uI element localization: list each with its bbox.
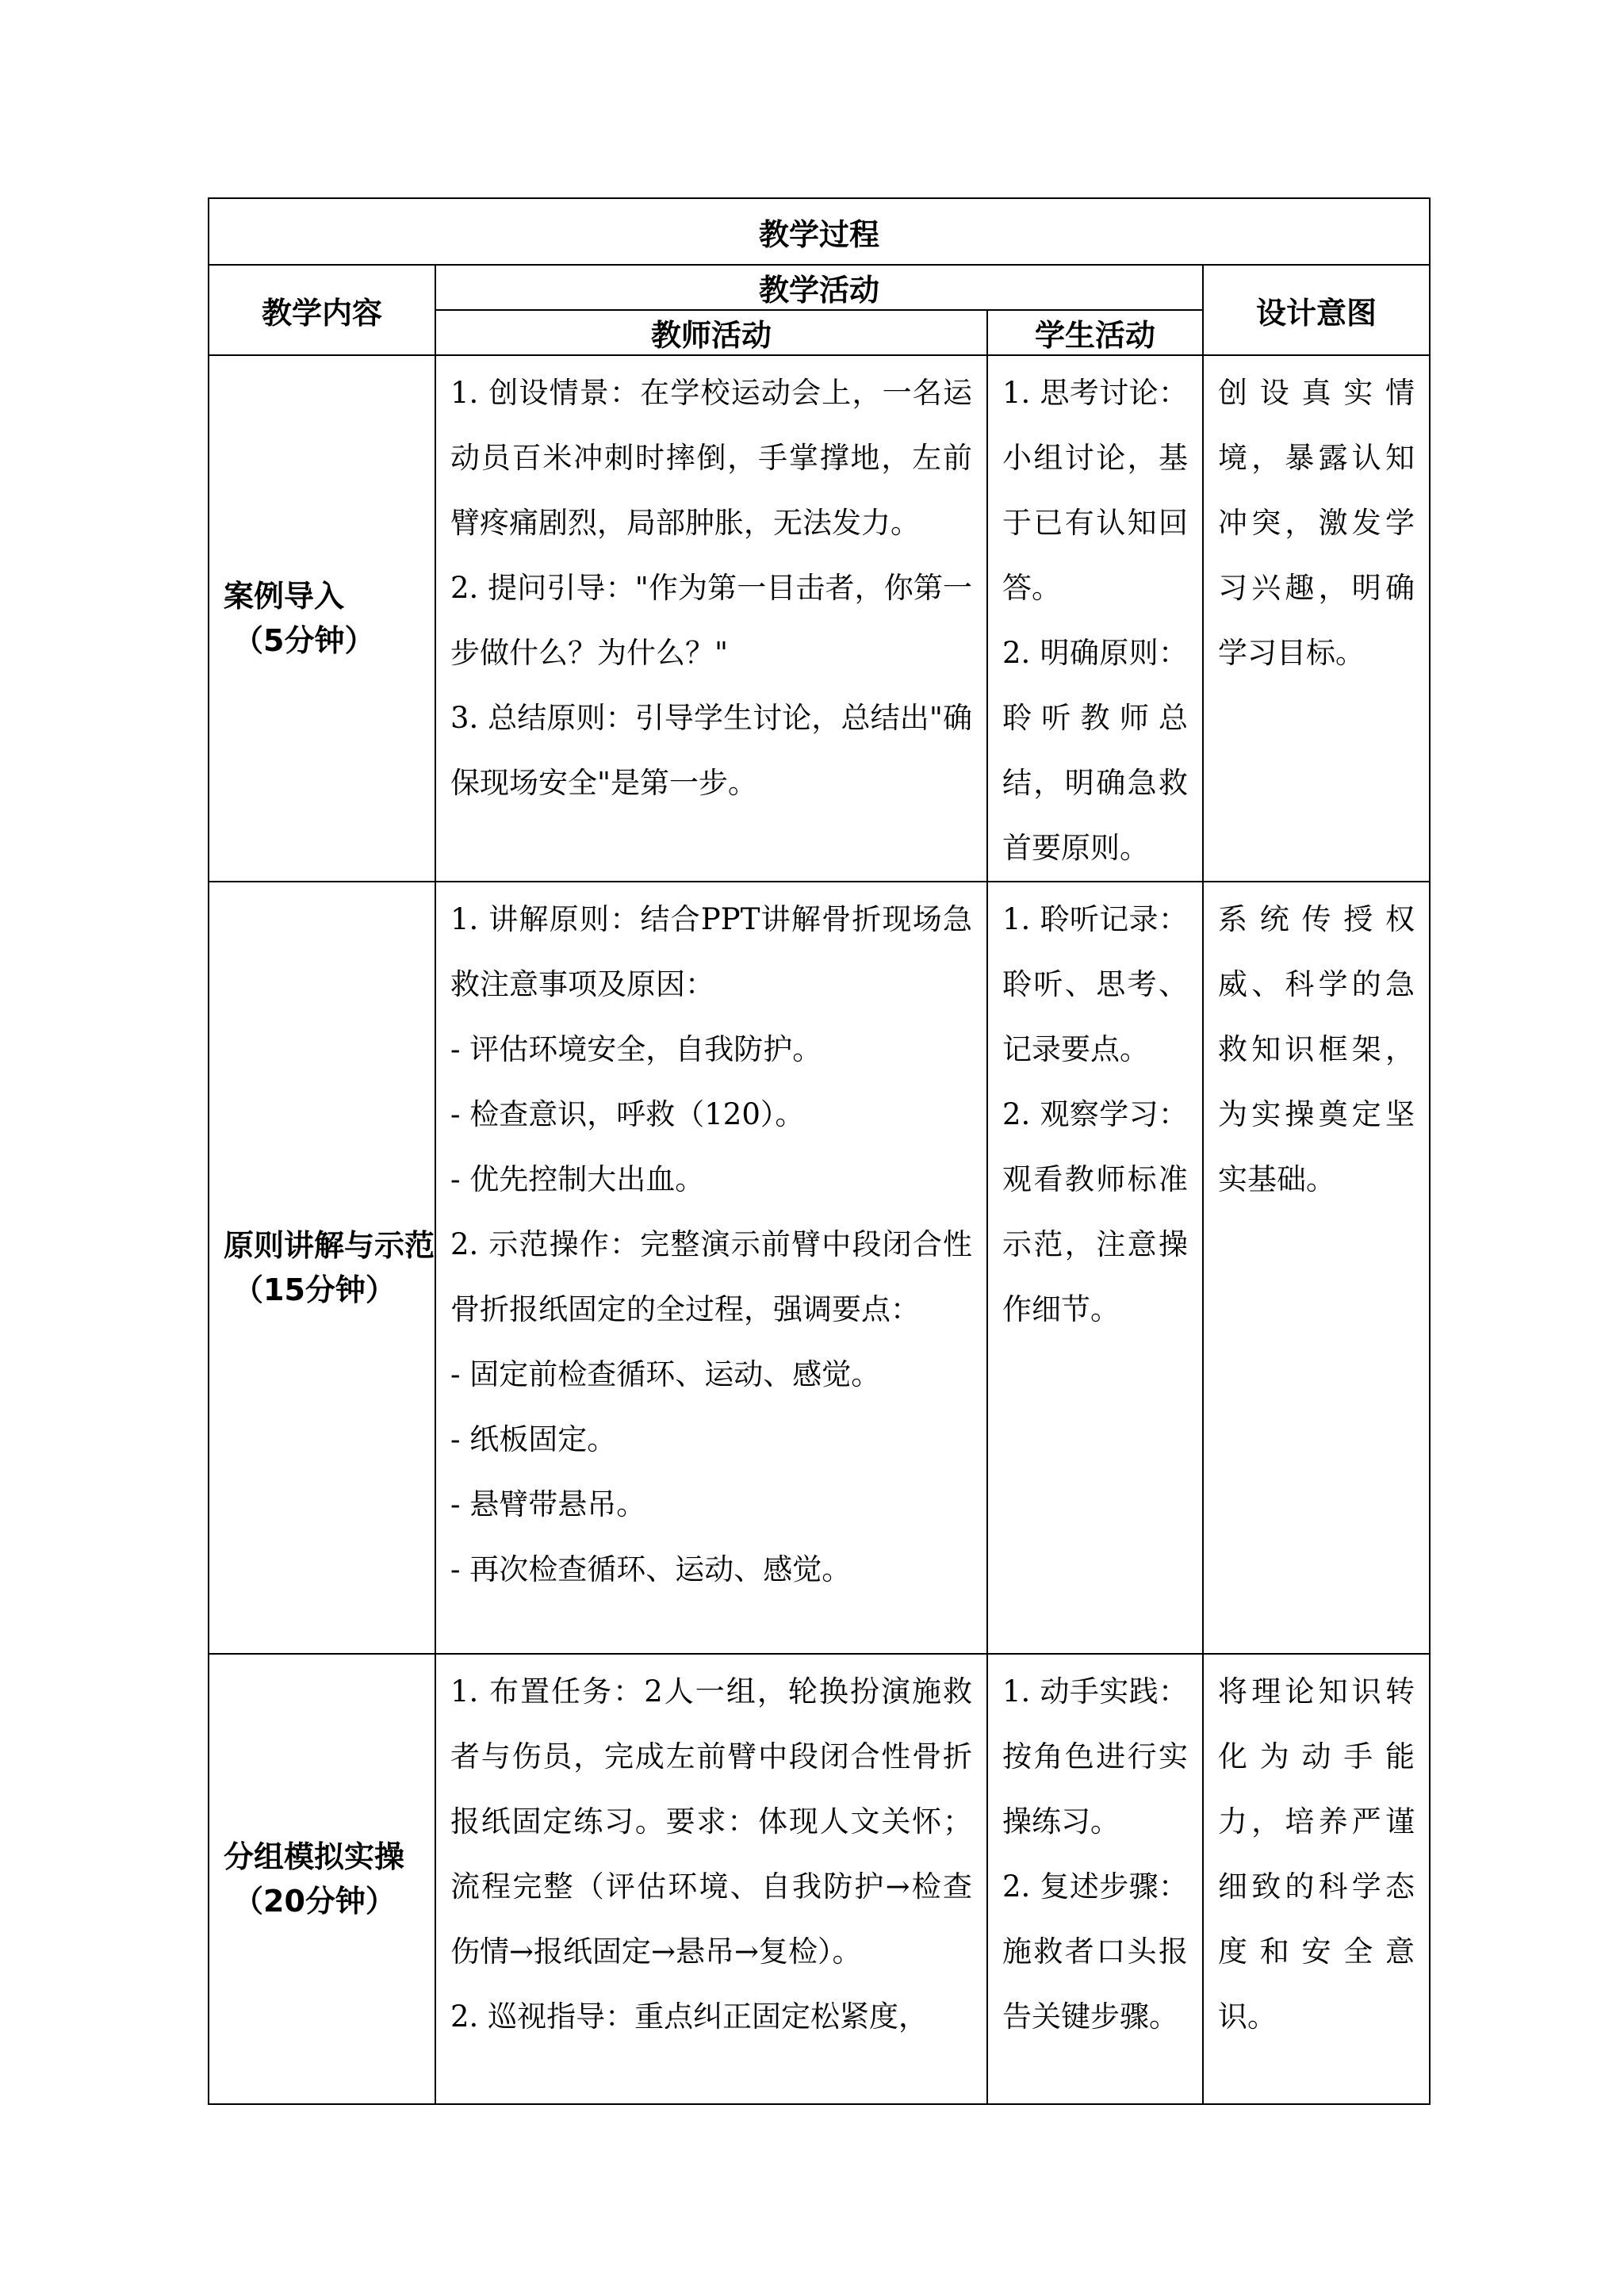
teacher-activity-item: 1. 讲解原则：结合PPT讲解骨折现场急救注意事项及原因： xyxy=(450,902,972,1001)
table-row xyxy=(209,882,1430,1654)
teacher-activity-item: - 检查意识，呼救（120）。 xyxy=(450,1097,805,1131)
stage-duration: （20分钟） xyxy=(233,1884,396,1919)
stage-label: 案例导入 xyxy=(224,579,345,614)
student-activity-cell xyxy=(987,882,1203,1654)
design-intent-cell xyxy=(1203,355,1430,882)
student-activity-item: 2. 观察学习：观看教师标准示范，注意操作细节。 xyxy=(1002,1097,1188,1326)
header-intent: 设计意图 xyxy=(1203,265,1430,355)
design-intent-cell xyxy=(1203,882,1430,1654)
table-row xyxy=(209,355,1430,882)
header-student: 学生活动 xyxy=(987,310,1203,355)
design-intent-text: 创设真实情境，暴露认知冲突，激发学习兴趣，明确学习目标。 xyxy=(1218,376,1415,670)
student-activity-cell xyxy=(987,1654,1203,2104)
stage-label: 原则讲解与示范 xyxy=(224,1228,435,1263)
table-row xyxy=(209,1654,1430,2104)
teacher-activity-item: 1. 创设情景：在学校运动会上，一名运动员百米冲刺时摔倒，手掌撑地，左前臂疼痛剧烈，局部肿胀，无法发力。 xyxy=(450,376,972,540)
header-teacher: 教师活动 xyxy=(435,310,987,355)
student-activity-item: 1. 思考讨论：小组讨论，基于已有认知回答。 xyxy=(1002,376,1188,605)
student-activity-item: 1. 动手实践：按角色进行实操练习。 xyxy=(1002,1674,1188,1839)
stage-cell xyxy=(209,882,435,1654)
header-content: 教学内容 xyxy=(209,265,435,355)
teacher-activity-item: - 评估环境安全，自我防护。 xyxy=(450,1032,822,1066)
teacher-activity-item: 1. 布置任务：2人一组，轮换扮演施救者与伤员，完成左前臂中段闭合性骨折报纸固定练习。要求：体现人文关怀；流程完整（评估环境、自我防护→检查伤情→报纸固定→悬吊→复检）。 xyxy=(450,1674,972,1969)
stage-duration: （15分钟） xyxy=(233,1272,396,1307)
teacher-activity-item: 2. 巡视指导：重点纠正固定松紧度， xyxy=(450,1999,929,2034)
teaching-process-table xyxy=(208,197,1431,2105)
teacher-activity-cell xyxy=(435,355,987,882)
teacher-activity-item: - 固定前检查循环、运动、感觉。 xyxy=(450,1357,881,1391)
teacher-activity-item: - 再次检查循环、运动、感觉。 xyxy=(450,1552,852,1586)
stage-label: 分组模拟实操 xyxy=(224,1839,405,1874)
teacher-activity-cell xyxy=(435,1654,987,2104)
student-activity-item: 2. 明确原则：聆听教师总结，明确急救首要原则。 xyxy=(1002,636,1188,865)
stage-cell xyxy=(209,1654,435,2104)
student-activity-item: 1. 聆听记录：聆听、思考、记录要点。 xyxy=(1002,902,1188,1066)
teacher-activity-cell xyxy=(435,882,987,1654)
student-activity-item: 2. 复述步骤：施救者口头报告关键步骤。 xyxy=(1002,1869,1188,2034)
teacher-activity-item: 3. 总结原则：引导学生讨论，总结出"确保现场安全"是第一步。 xyxy=(450,701,972,800)
stage-cell xyxy=(209,355,435,882)
design-intent-text: 将理论知识转化为动手能力，培养严谨细致的科学态度和安全意识。 xyxy=(1218,1674,1415,2034)
student-activity-cell xyxy=(987,355,1203,882)
design-intent-cell xyxy=(1203,1654,1430,2104)
teacher-activity-item: 2. 提问引导："作为第一目击者，你第一步做什么？为什么？" xyxy=(450,571,972,670)
teacher-activity-item: - 悬臂带悬吊。 xyxy=(450,1487,646,1521)
teacher-activity-item: 2. 示范操作：完整演示前臂中段闭合性骨折报纸固定的全过程，强调要点： xyxy=(450,1227,972,1326)
teacher-activity-item: - 优先控制大出血。 xyxy=(450,1162,705,1196)
table-title: 教学过程 xyxy=(209,198,1430,265)
stage-duration: （5分钟） xyxy=(233,623,375,658)
header-activity: 教学活动 xyxy=(435,265,1203,310)
design-intent-text: 系统传授权威、科学的急救知识框架，为实操奠定坚实基础。 xyxy=(1218,902,1415,1196)
teacher-activity-item: - 纸板固定。 xyxy=(450,1422,617,1456)
